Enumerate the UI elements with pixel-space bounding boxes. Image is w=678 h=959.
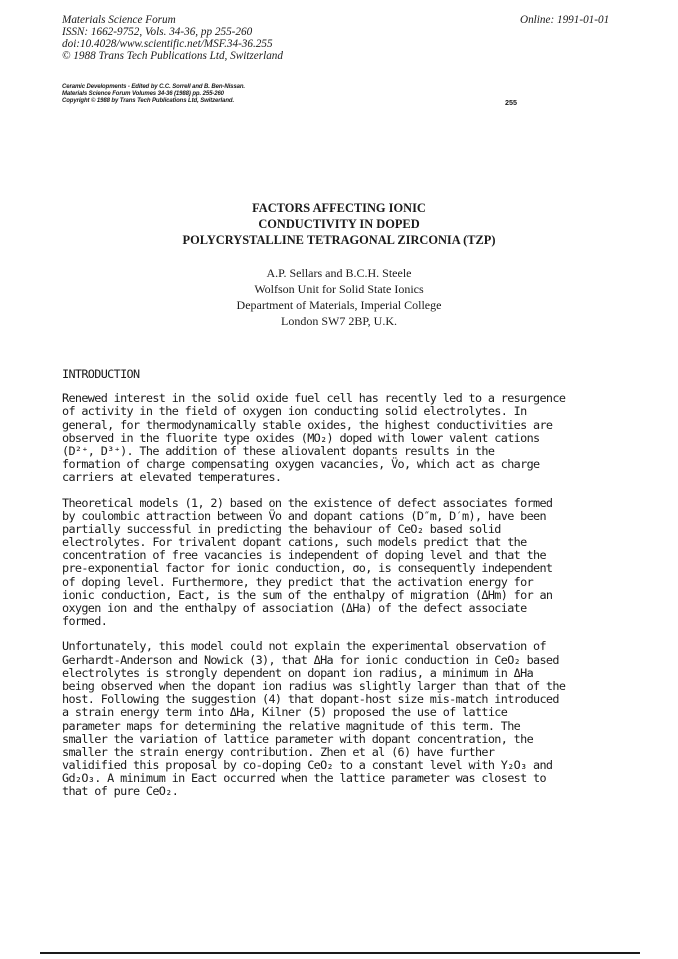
source-line-3: Copyright © 1988 by Trans Tech Publications Ltd, Switzerland. bbox=[62, 98, 235, 104]
page-number: 255 bbox=[505, 98, 517, 107]
title-line-2: CONDUCTIVITY IN DOPED bbox=[258, 217, 420, 231]
author-city: London SW7 2BP, U.K. bbox=[280, 314, 397, 328]
text-line: electrolytes. For trivalent dopant cations, such models predict that the bbox=[62, 535, 527, 550]
title-line-3: POLYCRYSTALLINE TETRAGONAL ZIRCONIA (TZP) bbox=[182, 233, 496, 247]
text-line: pre-exponential factor for ionic conduction, σo, is consequently independent bbox=[62, 561, 553, 576]
text-line: a strain energy term into ΔHa, Kilner (5) proposed the use of lattice bbox=[62, 705, 508, 720]
text-line: Unfortunately, this model could not explain the experimental observation of bbox=[62, 639, 546, 654]
text-line: smaller the variation of lattice parameter with dopant concentration, the bbox=[62, 731, 534, 746]
text-line: Gd₂O₃. A minimum in Eact occurred when the lattice parameter was closest to bbox=[62, 771, 546, 786]
title-line-1: FACTORS AFFECTING IONIC bbox=[252, 201, 426, 215]
text-line: Gerhardt-Anderson and Nowick (3), that ΔHa for ionic conduction in CeO₂ based bbox=[62, 652, 559, 667]
text-line: oxygen ion and the enthalpy of association (ΔHa) of the defect associate bbox=[62, 601, 527, 616]
online-date: Online: 1991-01-01 bbox=[520, 14, 610, 26]
doi-link[interactable]: doi:10.4028/www.scientific.net/MSF.34-36.255 bbox=[62, 38, 273, 50]
text-line: partially successful in predicting the behaviour of CeO₂ based solid bbox=[62, 521, 501, 536]
paper-title bbox=[0, 200, 678, 248]
body-text bbox=[62, 368, 622, 811]
paragraph-1 bbox=[62, 392, 622, 484]
text-line: being observed when the dopant ion radius was slightly larger than that of the bbox=[62, 678, 566, 693]
text-line: Theoretical models (1, 2) based on the existence of defect associates formed bbox=[62, 495, 553, 510]
text-line: smaller the strain energy contribution. Zhen et al (6) have further bbox=[62, 744, 495, 759]
text-line: carriers at elevated temperatures. bbox=[62, 470, 282, 485]
text-line: of doping level. Furthermore, they predict that the activation energy for bbox=[62, 574, 534, 589]
text-line: formation of charge compensating oxygen vacancies, V̈o, which act as charge bbox=[62, 457, 540, 472]
text-line: concentration of free vacancies is independent of doping level and that the bbox=[62, 548, 546, 563]
text-line: host. Following the suggestion (4) that dopant-host size mis-match introduced bbox=[62, 692, 559, 707]
author-department: Department of Materials, Imperial College bbox=[236, 298, 442, 312]
source-citation bbox=[62, 84, 245, 105]
journal-header bbox=[62, 14, 283, 62]
paragraph-2 bbox=[62, 497, 622, 629]
text-line: of activity in the field of oxygen ion conducting solid electrolytes. In bbox=[62, 404, 527, 419]
paragraph-3 bbox=[62, 640, 622, 798]
author-names: A.P. Sellars and B.C.H. Steele bbox=[266, 266, 412, 280]
journal-name: Materials Science Forum bbox=[62, 14, 176, 26]
author-unit: Wolfson Unit for Solid State Ionics bbox=[254, 282, 424, 296]
text-line: general, for thermodynamically stable oxides, the highest conductivities are bbox=[62, 417, 553, 432]
source-line-2: Materials Science Forum Volumes 34-36 (1988) pp. 255-260 bbox=[62, 91, 224, 97]
text-line: observed in the fluorite type oxides (MO₂) doped with lower valent cations bbox=[62, 430, 540, 445]
text-line: electrolytes is strongly dependent on dopant ion radius, a minimum in ΔHa bbox=[62, 665, 534, 680]
text-line: parameter maps for determining the relative magnitude of this term. The bbox=[62, 718, 521, 733]
footer-rule bbox=[40, 952, 640, 954]
text-line: Renewed interest in the solid oxide fuel cell has recently led to a resurgence bbox=[62, 391, 566, 406]
section-heading: INTRODUCTION bbox=[62, 367, 140, 381]
copyright-line: © 1988 Trans Tech Publications Ltd, Switzerland bbox=[62, 50, 283, 62]
text-line: validified this proposal by co-doping CeO₂ to a constant level with Y₂O₃ and bbox=[62, 758, 553, 773]
text-line: formed. bbox=[62, 614, 108, 629]
text-line: ionic conduction, Eact, is the sum of the enthalpy of migration (ΔHm) for an bbox=[62, 587, 553, 602]
text-line: (D²⁺, D³⁺). The addition of these aliovalent dopants results in the bbox=[62, 443, 495, 458]
source-line-1: Ceramic Developments - Edited by C.C. Sorrell and B. Ben-Nissan. bbox=[62, 84, 245, 90]
author-block bbox=[0, 265, 678, 329]
text-line: that of pure CeO₂. bbox=[62, 784, 179, 799]
issn-line: ISSN: 1662-9752, Vols. 34-36, pp 255-260 bbox=[62, 26, 253, 38]
text-line: by coulombic attraction between V̈o and dopant cations (D″m, D′m), have been bbox=[62, 508, 546, 523]
